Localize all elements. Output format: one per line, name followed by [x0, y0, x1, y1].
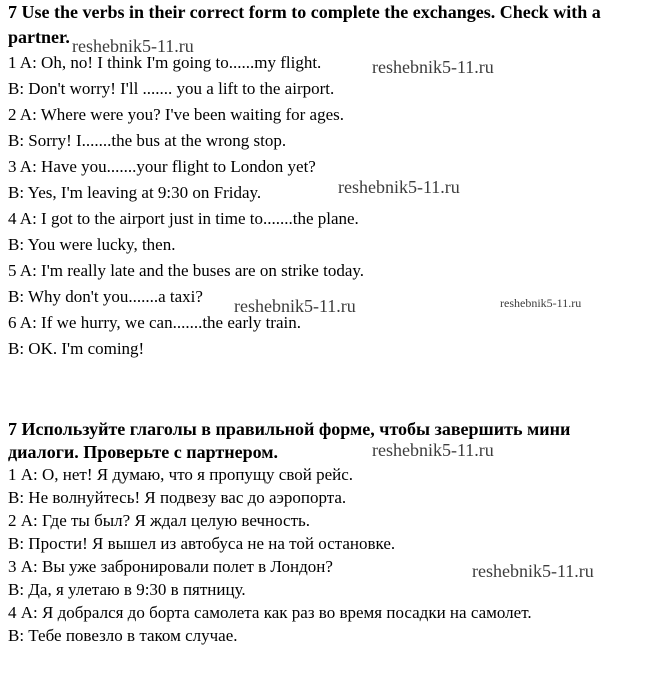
dialogue-line-ru: 3 А: Вы уже забронировали полет в Лондон?	[8, 557, 333, 576]
dialogue-line-ru: В: Да, я улетаю в 9:30 в пятницу.	[8, 580, 246, 599]
dialogue-line: 2 A: Where were you? I've been waiting for ages.	[8, 105, 345, 124]
watermark: reshebnik5-11.ru	[372, 57, 494, 77]
watermark: reshebnik5-11.ru	[500, 296, 582, 310]
watermark: reshebnik5-11.ru	[234, 296, 356, 316]
dialogue-line-ru: 4 А: Я добрался до борта самолета как раз во время посадки на самолет.	[8, 603, 532, 622]
dialogue-line: B: Sorry! I.......the bus at the wrong stop.	[8, 131, 287, 150]
dialogue-line-ru: 1 А: О, нет! Я думаю, что я пропущу свой рейс.	[8, 465, 354, 484]
dialogue-line-ru: В: Прости! Я вышел из автобуса не на той остановке.	[8, 534, 396, 553]
dialogue-line-ru: 2 А: Где ты был? Я ждал целую вечность.	[8, 511, 311, 530]
exercise-heading-en-line1: 7 Use the verbs in their correct form to complete the exchanges. Check with a	[8, 2, 601, 22]
dialogue-line: B: Yes, I'm leaving at 9:30 on Friday.	[8, 183, 262, 202]
watermark: reshebnik5-11.ru	[338, 177, 460, 197]
dialogue-line: 4 A: I got to the airport just in time to.......the plane.	[8, 209, 359, 228]
watermark: reshebnik5-11.ru	[372, 440, 494, 460]
dialogue-line-ru: В: Не волнуйтесь! Я подвезу вас до аэропорта.	[8, 488, 347, 507]
dialogue-line: B: Don't worry! I'll ....... you a lift to the airport.	[8, 79, 335, 98]
dialogue-line: 3 A: Have you.......your flight to London yet?	[8, 157, 316, 176]
dialogue-line: 5 A: I'm really late and the buses are on strike today.	[8, 261, 365, 280]
exercise-heading-ru-line1: 7 Используйте глаголы в правильной форме, чтобы завершить мини	[8, 419, 571, 439]
exercise-heading-en-line2: partner.	[8, 27, 70, 47]
dialogue-line-ru: В: Тебе повезло в таком случае.	[8, 626, 238, 645]
dialogue-line: 6 A: If we hurry, we can.......the early train.	[8, 313, 301, 332]
dialogue-line: B: OK. I'm coming!	[8, 339, 145, 358]
exercise-heading-ru-line2: диалоги. Проверьте с партнером.	[8, 442, 278, 462]
watermark: reshebnik5-11.ru	[72, 36, 194, 56]
dialogue-line: B: You were lucky, then.	[8, 235, 176, 254]
dialogue-line: 1 A: Oh, no! I think I'm going to......my flight.	[8, 53, 322, 72]
dialogue-line: B: Why don't you.......a taxi?	[8, 287, 203, 306]
watermark: reshebnik5-11.ru	[472, 561, 594, 581]
